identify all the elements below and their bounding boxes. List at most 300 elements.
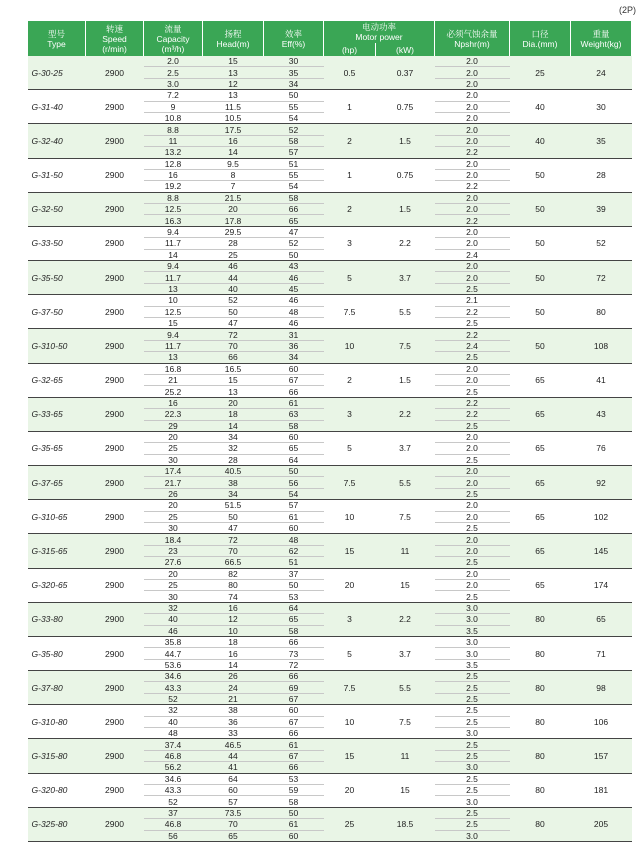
model-type-cell: G-35-80: [28, 636, 86, 670]
table-row: [28, 90, 632, 101]
npshr-cell: 3.0: [435, 762, 510, 773]
eff-cell: 50: [264, 466, 324, 477]
npshr-cell: 2.0: [435, 78, 510, 89]
capacity-cell: 46: [144, 625, 203, 636]
capacity-cell: 43.3: [144, 682, 203, 693]
dia-cell: 80: [510, 807, 571, 841]
npshr-cell: 2.0: [435, 226, 510, 237]
capacity-cell: 10: [144, 295, 203, 306]
header-type-en: Type: [47, 38, 66, 49]
npshr-cell: 2.5: [435, 591, 510, 602]
model-type-cell: G-37-50: [28, 295, 86, 329]
eff-cell: 61: [264, 819, 324, 830]
dia-cell: 80: [510, 739, 571, 773]
npshr-cell: 2.2: [435, 409, 510, 420]
npshr-cell: 2.5: [435, 773, 510, 784]
motor-kw-cell: 7.5: [376, 329, 435, 363]
eff-cell: 56: [264, 477, 324, 488]
table-row: [28, 329, 632, 340]
motor-kw-cell: 11: [376, 534, 435, 568]
head-cell: 26: [203, 671, 264, 682]
dia-cell: 65: [510, 466, 571, 500]
motor-hp-cell: 2: [324, 192, 376, 226]
head-cell: 15: [203, 56, 264, 67]
npshr-cell: 3.5: [435, 625, 510, 636]
weight-cell: 181: [571, 773, 632, 807]
npshr-cell: 2.0: [435, 158, 510, 169]
npshr-cell: 2.5: [435, 807, 510, 818]
table-row: [28, 261, 632, 272]
head-cell: 12: [203, 78, 264, 89]
motor-hp-cell: 20: [324, 773, 376, 807]
motor-hp-cell: 1: [324, 158, 376, 192]
weight-cell: 41: [571, 363, 632, 397]
weight-cell: 80: [571, 295, 632, 329]
speed-cell: 2900: [86, 363, 144, 397]
head-cell: 11.5: [203, 101, 264, 112]
head-cell: 46.5: [203, 739, 264, 750]
model-type-cell: G-325-80: [28, 807, 86, 841]
capacity-cell: 34.6: [144, 671, 203, 682]
model-type-cell: G-310-65: [28, 500, 86, 534]
npshr-cell: 3.0: [435, 602, 510, 613]
eff-cell: 69: [264, 682, 324, 693]
eff-cell: 64: [264, 602, 324, 613]
motor-kw-cell: 1.5: [376, 124, 435, 158]
capacity-cell: 40: [144, 614, 203, 625]
head-cell: 52: [203, 295, 264, 306]
head-cell: 18: [203, 636, 264, 647]
weight-cell: 108: [571, 329, 632, 363]
header-head-zh: 扬程: [224, 28, 242, 39]
capacity-cell: 48: [144, 728, 203, 739]
capacity-cell: 40: [144, 716, 203, 727]
eff-cell: 66: [264, 386, 324, 397]
header-weight: [571, 21, 632, 56]
dia-cell: 50: [510, 226, 571, 260]
head-cell: 74: [203, 591, 264, 602]
header-eff-en: Eff(%): [281, 38, 306, 49]
npshr-cell: 2.2: [435, 306, 510, 317]
dia-cell: 50: [510, 158, 571, 192]
npshr-cell: 2.0: [435, 511, 510, 522]
npshr-cell: 2.5: [435, 454, 510, 465]
speed-cell: 2900: [86, 90, 144, 124]
npshr-cell: 2.5: [435, 819, 510, 830]
capacity-cell: 20: [144, 500, 203, 511]
table-row: [28, 431, 632, 442]
weight-cell: 76: [571, 431, 632, 465]
speed-cell: 2900: [86, 295, 144, 329]
speed-cell: 2900: [86, 124, 144, 158]
head-cell: 18: [203, 409, 264, 420]
eff-cell: 60: [264, 523, 324, 534]
model-type-cell: G-33-50: [28, 226, 86, 260]
eff-cell: 66: [264, 636, 324, 647]
weight-cell: 106: [571, 705, 632, 739]
model-type-cell: G-315-80: [28, 739, 86, 773]
table-body: [28, 56, 632, 841]
head-cell: 38: [203, 477, 264, 488]
motor-kw-cell: 3.7: [376, 261, 435, 295]
head-cell: 8: [203, 169, 264, 180]
capacity-cell: 20: [144, 568, 203, 579]
eff-cell: 52: [264, 124, 324, 135]
table-row: [28, 534, 632, 545]
eff-cell: 50: [264, 90, 324, 101]
head-cell: 70: [203, 819, 264, 830]
table-row: [28, 226, 632, 237]
capacity-cell: 9.4: [144, 329, 203, 340]
model-type-cell: G-33-65: [28, 397, 86, 431]
header-capacity-en: Capacity: [156, 33, 190, 44]
eff-cell: 35: [264, 67, 324, 78]
motor-kw-cell: 7.5: [376, 705, 435, 739]
capacity-cell: 20: [144, 431, 203, 442]
dia-cell: 80: [510, 671, 571, 705]
capacity-cell: 15: [144, 317, 203, 328]
capacity-cell: 8.8: [144, 124, 203, 135]
capacity-cell: 11: [144, 135, 203, 146]
dia-cell: 25: [510, 56, 571, 90]
dia-cell: 80: [510, 602, 571, 636]
head-cell: 21.5: [203, 192, 264, 203]
head-cell: 34: [203, 488, 264, 499]
npshr-cell: 3.0: [435, 830, 510, 841]
eff-cell: 54: [264, 112, 324, 123]
capacity-cell: 30: [144, 591, 203, 602]
capacity-cell: 16.8: [144, 363, 203, 374]
npshr-cell: 2.4: [435, 340, 510, 351]
head-cell: 47: [203, 523, 264, 534]
header-motor-kw: (kW): [376, 43, 435, 56]
head-cell: 16: [203, 135, 264, 146]
eff-cell: 52: [264, 238, 324, 249]
npshr-cell: 2.0: [435, 261, 510, 272]
npshr-cell: 2.0: [435, 204, 510, 215]
speed-cell: 2900: [86, 397, 144, 431]
weight-cell: 30: [571, 90, 632, 124]
model-type-cell: G-32-65: [28, 363, 86, 397]
head-cell: 13: [203, 67, 264, 78]
motor-hp-cell: 15: [324, 739, 376, 773]
model-type-cell: G-320-65: [28, 568, 86, 602]
speed-cell: 2900: [86, 261, 144, 295]
header-speed: [86, 21, 144, 56]
speed-cell: 2900: [86, 807, 144, 841]
npshr-cell: 2.5: [435, 716, 510, 727]
eff-cell: 66: [264, 671, 324, 682]
eff-cell: 51: [264, 557, 324, 568]
eff-cell: 54: [264, 488, 324, 499]
npshr-cell: 2.2: [435, 147, 510, 158]
head-cell: 72: [203, 534, 264, 545]
npshr-cell: 2.0: [435, 112, 510, 123]
motor-kw-cell: 11: [376, 739, 435, 773]
npshr-cell: 2.2: [435, 181, 510, 192]
eff-cell: 72: [264, 659, 324, 670]
capacity-cell: 27.6: [144, 557, 203, 568]
weight-cell: 71: [571, 636, 632, 670]
eff-cell: 58: [264, 135, 324, 146]
header-motor-zh: 电动功率: [361, 22, 396, 32]
motor-hp-cell: 20: [324, 568, 376, 602]
head-cell: 82: [203, 568, 264, 579]
eff-cell: 65: [264, 215, 324, 226]
head-cell: 44: [203, 750, 264, 761]
speed-cell: 2900: [86, 739, 144, 773]
header-motor-hp: (hp): [324, 43, 376, 56]
capacity-cell: 10.8: [144, 112, 203, 123]
npshr-cell: 2.0: [435, 443, 510, 454]
head-cell: 32: [203, 443, 264, 454]
motor-kw-cell: 1.5: [376, 363, 435, 397]
eff-cell: 58: [264, 796, 324, 807]
head-cell: 20: [203, 204, 264, 215]
eff-cell: 48: [264, 306, 324, 317]
eff-cell: 57: [264, 500, 324, 511]
header-npshr: [435, 21, 510, 56]
speed-cell: 2900: [86, 534, 144, 568]
eff-cell: 61: [264, 511, 324, 522]
head-cell: 14: [203, 659, 264, 670]
motor-hp-cell: 15: [324, 534, 376, 568]
capacity-cell: 11.7: [144, 238, 203, 249]
speed-cell: 2900: [86, 56, 144, 90]
capacity-cell: 46.8: [144, 750, 203, 761]
eff-cell: 43: [264, 261, 324, 272]
weight-cell: 24: [571, 56, 632, 90]
capacity-cell: 21.7: [144, 477, 203, 488]
head-cell: 17.5: [203, 124, 264, 135]
capacity-cell: 30: [144, 523, 203, 534]
head-cell: 57: [203, 796, 264, 807]
capacity-cell: 11.7: [144, 272, 203, 283]
motor-kw-cell: 0.75: [376, 90, 435, 124]
npshr-cell: 3.0: [435, 614, 510, 625]
eff-cell: 67: [264, 693, 324, 704]
capacity-cell: 22.3: [144, 409, 203, 420]
eff-cell: 50: [264, 579, 324, 590]
header-eff-zh: 效率: [284, 28, 302, 39]
npshr-cell: 2.0: [435, 431, 510, 442]
npshr-cell: 2.5: [435, 488, 510, 499]
npshr-cell: 2.5: [435, 386, 510, 397]
header-weight-en: Weight(kg): [580, 38, 622, 49]
dia-cell: 80: [510, 705, 571, 739]
npshr-cell: 2.0: [435, 534, 510, 545]
speed-cell: 2900: [86, 636, 144, 670]
speed-cell: 2900: [86, 192, 144, 226]
weight-cell: 102: [571, 500, 632, 534]
motor-kw-cell: 5.5: [376, 466, 435, 500]
eff-cell: 36: [264, 340, 324, 351]
npshr-cell: 2.0: [435, 67, 510, 78]
eff-cell: 30: [264, 56, 324, 67]
capacity-cell: 25: [144, 443, 203, 454]
header-capacity-unit: (m³/h): [161, 43, 185, 54]
table-row: [28, 158, 632, 169]
motor-hp-cell: 7.5: [324, 295, 376, 329]
head-cell: 50: [203, 306, 264, 317]
head-cell: 50: [203, 511, 264, 522]
eff-cell: 48: [264, 534, 324, 545]
capacity-cell: 21: [144, 374, 203, 385]
eff-cell: 66: [264, 728, 324, 739]
speed-cell: 2900: [86, 705, 144, 739]
npshr-cell: 2.0: [435, 169, 510, 180]
capacity-cell: 46.8: [144, 819, 203, 830]
motor-hp-cell: 3: [324, 397, 376, 431]
head-cell: 40.5: [203, 466, 264, 477]
dia-cell: 65: [510, 431, 571, 465]
head-cell: 73.5: [203, 807, 264, 818]
motor-kw-cell: 3.7: [376, 431, 435, 465]
npshr-cell: 2.5: [435, 750, 510, 761]
head-cell: 16.5: [203, 363, 264, 374]
head-cell: 80: [203, 579, 264, 590]
header-dia-zh: 口径: [531, 28, 549, 39]
eff-cell: 62: [264, 545, 324, 556]
eff-cell: 34: [264, 78, 324, 89]
head-cell: 72: [203, 329, 264, 340]
head-cell: 10: [203, 625, 264, 636]
npshr-cell: 2.0: [435, 568, 510, 579]
capacity-cell: 3.0: [144, 78, 203, 89]
head-cell: 14: [203, 420, 264, 431]
eff-cell: 67: [264, 750, 324, 761]
eff-cell: 67: [264, 374, 324, 385]
dia-cell: 50: [510, 261, 571, 295]
head-cell: 14: [203, 147, 264, 158]
npshr-cell: 2.5: [435, 785, 510, 796]
capacity-cell: 25: [144, 579, 203, 590]
head-cell: 64: [203, 773, 264, 784]
npshr-cell: 2.0: [435, 135, 510, 146]
head-cell: 25: [203, 249, 264, 260]
npshr-cell: 2.5: [435, 420, 510, 431]
table-row: [28, 466, 632, 477]
dia-cell: 65: [510, 397, 571, 431]
eff-cell: 55: [264, 101, 324, 112]
npshr-cell: 2.0: [435, 192, 510, 203]
capacity-cell: 56.2: [144, 762, 203, 773]
header-dia-en: Dia.(mm): [522, 38, 558, 49]
head-cell: 41: [203, 762, 264, 773]
capacity-cell: 34.6: [144, 773, 203, 784]
header-type-zh: 型号: [47, 28, 65, 39]
eff-cell: 57: [264, 147, 324, 158]
head-cell: 20: [203, 397, 264, 408]
npshr-cell: 2.5: [435, 523, 510, 534]
head-cell: 70: [203, 545, 264, 556]
header-head-en: Head(m): [216, 38, 250, 49]
table-row: [28, 397, 632, 408]
capacity-cell: 26: [144, 488, 203, 499]
npshr-cell: 2.0: [435, 238, 510, 249]
eff-cell: 54: [264, 181, 324, 192]
dia-cell: 65: [510, 500, 571, 534]
npshr-cell: 2.0: [435, 374, 510, 385]
eff-cell: 46: [264, 317, 324, 328]
head-cell: 28: [203, 454, 264, 465]
capacity-cell: 52: [144, 796, 203, 807]
speed-cell: 2900: [86, 466, 144, 500]
eff-cell: 47: [264, 226, 324, 237]
table-row: [28, 773, 632, 784]
eff-cell: 60: [264, 705, 324, 716]
eff-cell: 60: [264, 431, 324, 442]
capacity-cell: 56: [144, 830, 203, 841]
dia-cell: 40: [510, 124, 571, 158]
eff-cell: 65: [264, 443, 324, 454]
motor-hp-cell: 7.5: [324, 671, 376, 705]
head-cell: 12: [203, 614, 264, 625]
dia-cell: 65: [510, 568, 571, 602]
eff-cell: 53: [264, 773, 324, 784]
npshr-cell: 2.0: [435, 500, 510, 511]
capacity-cell: 37.4: [144, 739, 203, 750]
header-head: [203, 21, 264, 56]
npshr-cell: 2.0: [435, 579, 510, 590]
capacity-cell: 30: [144, 454, 203, 465]
weight-cell: 35: [571, 124, 632, 158]
motor-hp-cell: 0.5: [324, 56, 376, 90]
npshr-cell: 2.4: [435, 249, 510, 260]
model-type-cell: G-33-80: [28, 602, 86, 636]
weight-cell: 72: [571, 261, 632, 295]
capacity-cell: 12.5: [144, 204, 203, 215]
pump-spec-table: [27, 21, 632, 842]
speed-cell: 2900: [86, 500, 144, 534]
page-number-label: (2P): [618, 5, 636, 15]
table-row: [28, 705, 632, 716]
motor-hp-cell: 10: [324, 500, 376, 534]
head-cell: 51.5: [203, 500, 264, 511]
npshr-cell: 2.0: [435, 101, 510, 112]
eff-cell: 50: [264, 807, 324, 818]
header-speed-en: Speed: [102, 33, 127, 44]
eff-cell: 60: [264, 363, 324, 374]
motor-kw-cell: 2.2: [376, 397, 435, 431]
head-cell: 47: [203, 317, 264, 328]
model-type-cell: G-310-50: [28, 329, 86, 363]
eff-cell: 50: [264, 249, 324, 260]
motor-hp-cell: 10: [324, 705, 376, 739]
eff-cell: 66: [264, 762, 324, 773]
motor-kw-cell: 2.2: [376, 602, 435, 636]
capacity-cell: 16.3: [144, 215, 203, 226]
capacity-cell: 16: [144, 397, 203, 408]
capacity-cell: 37: [144, 807, 203, 818]
header-eff: [264, 21, 324, 56]
header-motor-power: [324, 21, 435, 43]
eff-cell: 63: [264, 409, 324, 420]
table-row: [28, 671, 632, 682]
head-cell: 29.5: [203, 226, 264, 237]
head-cell: 24: [203, 682, 264, 693]
motor-hp-cell: 2: [324, 124, 376, 158]
eff-cell: 46: [264, 272, 324, 283]
capacity-cell: 44.7: [144, 648, 203, 659]
head-cell: 38: [203, 705, 264, 716]
capacity-cell: 13: [144, 283, 203, 294]
capacity-cell: 12.5: [144, 306, 203, 317]
table-row: [28, 636, 632, 647]
model-type-cell: G-30-25: [28, 56, 86, 90]
table-row: [28, 807, 632, 818]
model-type-cell: G-320-80: [28, 773, 86, 807]
